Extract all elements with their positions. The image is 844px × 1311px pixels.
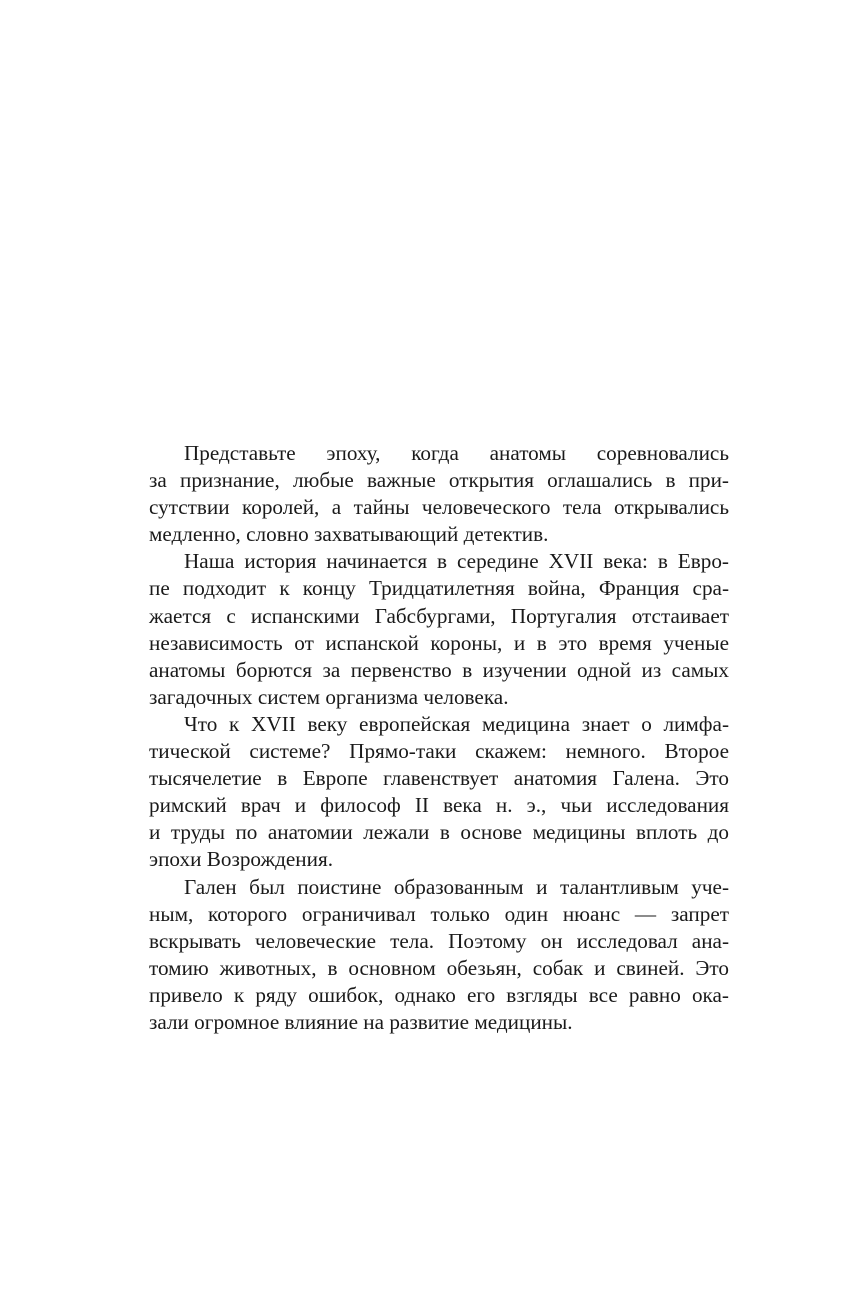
paragraph-2 bbox=[149, 548, 729, 711]
text-line: римский врач и философ II века н. э., чьи исследования bbox=[149, 793, 729, 818]
text-line: медленно, словно захватывающий детектив. bbox=[149, 522, 549, 547]
text-line: ным, которого ограничивал только один нюанс — запрет bbox=[149, 901, 729, 926]
text-line: Наша история начинается в середине XVII века: в Евро- bbox=[184, 549, 729, 574]
text-line: вскрывать человеческие тела. Поэтому он исследовал ана- bbox=[149, 928, 729, 953]
text-line: Что к XVII веку европейская медицина знает о лимфа- bbox=[184, 711, 729, 736]
text-line: загадочных систем организма человека. bbox=[149, 684, 509, 709]
text-line: Представьте эпоху, когда анатомы соревновались bbox=[184, 441, 729, 465]
text-line: и труды по анатомии лежали в основе медицины вплоть до bbox=[149, 820, 729, 845]
paragraph-1 bbox=[149, 440, 729, 548]
text-line: эпохи Возрождения. bbox=[149, 847, 334, 872]
text-line: независимость от испанской короны, и в это время ученые bbox=[149, 630, 729, 655]
text-line: томию животных, в основном обезьян, собак и свиней. Это bbox=[149, 955, 729, 980]
text-line: тической системе? Прямо-таки скажем: немного. Второе bbox=[149, 739, 729, 764]
text-line: зали огромное влияние на развитие медицины. bbox=[149, 1009, 573, 1034]
text-line: тысячелетие в Европе главенствует анатомия Галена. Это bbox=[149, 766, 729, 791]
paragraph-4 bbox=[149, 874, 729, 1037]
text-line: жается с испанскими Габсбургами, Португалия отстаивает bbox=[149, 603, 729, 628]
text-line: анатомы борются за первенство в изучении одной из самых bbox=[149, 657, 729, 682]
text-line: Гален был поистине образованным и талантливым уче- bbox=[184, 874, 729, 899]
paragraph-3 bbox=[149, 711, 729, 874]
body-text bbox=[149, 440, 729, 1036]
text-line: сутствии королей, а тайны человеческого тела открывались bbox=[149, 495, 729, 520]
text-line: за признание, любые важные открытия оглашались в при- bbox=[149, 468, 729, 493]
text-line: привело к ряду ошибок, однако его взгляды все равно ока- bbox=[149, 982, 729, 1007]
text-line: пе подходит к концу Тридцатилетняя война, Франция сра- bbox=[149, 576, 729, 601]
